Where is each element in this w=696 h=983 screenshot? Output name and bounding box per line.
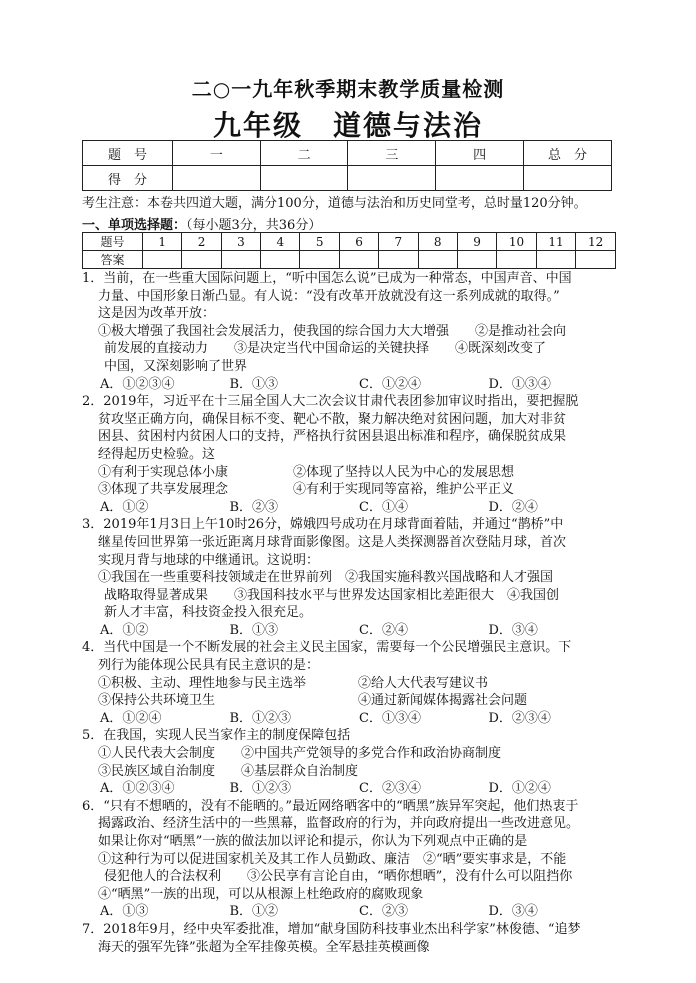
question-item [82,270,618,393]
answer-entry-cell[interactable] [497,251,537,269]
exam-title: 二○一九年秋季期末教学质量检测 [191,77,505,101]
question-item [82,798,618,921]
question-statement-line: ①积极、主动、理性地参与民主选举 ②给人大代表写建议书 [98,675,489,691]
answer-option: C．①④ [359,499,408,515]
answer-option: B．①② [229,904,279,920]
question-stem-line: 经得起历史检验。这 [98,446,216,462]
answer-entry-cell[interactable] [379,251,418,269]
answer-option: B．①②③ [229,710,292,726]
answer-table [82,232,616,269]
answer-row-label: 题号 [83,233,143,251]
answer-entry-cell[interactable] [339,251,378,269]
score-cell: 三 [348,141,436,166]
question-stem-line: 2．2019年，习近平在十三届全国人大二次会议甘肃代表团参加审议时指出，要把握脱 [82,394,579,410]
section-heading [82,214,321,233]
question-statement-line: 前发展的直接动力 ③是决定当代中国命运的关键抉择 ④既深刻改变了 [104,341,547,357]
answer-number-cell: 10 [497,233,537,251]
answer-options [82,622,618,640]
answer-options [82,903,618,921]
answer-option: C．①③④ [359,710,421,726]
answer-option: D．①②④ [488,781,551,797]
question-stem-line: 海天的强军先锋”张超为全军挂像英模。全军悬挂英模画像 [98,939,430,955]
answer-option: B．①③ [229,622,279,638]
answer-number-cell: 8 [418,233,457,251]
score-cell: 题 号 [83,141,173,166]
answer-entry-cell[interactable] [221,251,260,269]
section-title: 一、单项选择题： [82,218,187,233]
answer-number-row [83,233,616,251]
answer-entry-cell[interactable] [300,251,339,269]
answer-number-cell: 2 [182,233,221,251]
answer-option: A．①② [100,622,149,638]
answer-entry-cell[interactable] [457,251,496,269]
section-desc: （每小题3分，共36分） [186,218,322,233]
question-statement-line: ③民族区域自治制度 ④基层群众自治制度 [98,763,359,779]
subject-title: 九年级 道德与法治 [212,109,483,142]
score-entry-cell[interactable] [436,166,524,191]
question-statement-line: ①这种行为可以促进国家机关及其工作人员勤政、廉洁 ②“晒”要实事求是，不能 [98,851,567,867]
question-statement-line: ①人民代表大会制度 ②中国共产党领导的多党合作和政治协商制度 [98,746,502,762]
score-cell: 总 分 [524,141,612,166]
question-statement-line: 战略取得显著成果 ③我国科技水平与世界发达国家相比差距很大 ④我国创 [104,587,560,603]
exam-note: 考生注意：本卷共四道大题，满分100分，道德与法治和历史同堂考，总时量120分钟。 [82,196,587,211]
score-entry-cell[interactable] [524,166,612,191]
question-list [82,270,618,956]
score-cell: 得 分 [83,166,173,191]
answer-option: C．①②④ [359,376,421,392]
score-entry-cell[interactable] [260,166,348,191]
answer-number-cell: 11 [536,233,576,251]
answer-number-cell: 12 [576,233,616,251]
answer-entry-cell[interactable] [418,251,457,269]
answer-option: D．②④ [488,499,538,515]
question-stem-line: 揭露政治、经济生活中的一些黑幕，监督政府的行为，并向政府提出一些改进意见。 [98,816,580,832]
score-cell: 四 [436,141,524,166]
answer-option: B．①②③ [229,781,292,797]
question-item [82,921,618,956]
answer-option: C．②③ [359,904,408,920]
question-stem-line: 7．2018年9月，经中央军委批准，增加“献身国防科技事业杰出科学家”林俊德、“追梦 [82,921,581,937]
answer-option: A．①②③④ [100,376,175,392]
question-item [82,727,618,797]
question-statement-line: ①有利于实现总体小康 ②体现了坚持以人民为中心的发展思想 [98,464,515,480]
score-cell: 二 [260,141,348,166]
question-statement-line: ③保持公共环境卫生 ④通过新闻媒体揭露社会问题 [98,693,528,709]
question-statement-line: 中国，又深刻影响了世界 [104,358,248,374]
question-stem-line: 继星传回世界第一张近距离月球背面影像图。这是人类探测器首次登陆月球，首次 [98,534,567,550]
answer-option: A．①②④ [100,710,162,726]
answer-number-cell: 9 [457,233,496,251]
question-stem-line: 列行为能体现公民具有民主意识的是： [98,658,320,674]
answer-number-cell: 4 [261,233,300,251]
answer-option: A．①②③④ [100,781,175,797]
answer-option: A．①③ [100,904,149,920]
answer-options [82,710,618,728]
question-stem-line: 6．“只有不想晒的，没有不能晒的。”最近网络晒客中的“晒黑”族异军突起，他们热衷于 [82,798,579,814]
answer-option: D．③④ [488,622,538,638]
question-stem-line: 贫攻坚正确方向，确保目标不变、靶心不散，聚力解决绝对贫困问题，加大对非贫 [98,411,567,427]
answer-option: C．②③④ [359,781,421,797]
score-cell: 一 [172,141,260,166]
answer-entry-row [83,251,616,269]
score-table-header-row [83,141,612,166]
question-statement-line: ④“晒黑”一族的出现，可以从根源上杜绝政府的腐败现象 [98,886,424,902]
question-stem-line: 困县、贫困村内贫困人口的支持，严格执行贫困县退出标准和程序，确保脱贫成果 [98,429,567,445]
answer-option: D．①③④ [488,376,551,392]
answer-entry-cell[interactable] [536,251,576,269]
answer-entry-cell[interactable] [182,251,221,269]
question-stem-line: 这是因为改革开放： [98,306,216,322]
answer-number-cell: 7 [379,233,418,251]
score-table-score-row [83,166,612,191]
score-entry-cell[interactable] [172,166,260,191]
answer-row-label: 答案 [83,251,143,269]
question-stem-line: 1．当前，在一些重大国际问题上，“听中国怎么说”已成为一种常态，中国声音、中国 [82,271,572,286]
question-statement-line: ①极大增强了我国社会发展活力，使我国的综合国力大大增强 ②是推动社会向 [98,323,567,339]
question-statement-line: 侵犯他人的合法权利 ③公民享有言论自由，“晒你想晒”，没有什么可以阻挡你 [104,869,573,885]
question-stem-line: 4．当代中国是一个不断发展的社会主义民主国家，需要每一个公民增强民主意识。下 [82,640,572,656]
question-stem-line: 力量、中国形象日渐凸显。有人说：“没有改革开放就没有这一系列成就的取得。” [98,288,560,304]
answer-option: B．②③ [229,499,279,515]
answer-entry-cell[interactable] [261,251,300,269]
answer-option: B．①③ [229,376,279,392]
score-entry-cell[interactable] [348,166,436,191]
score-table [82,140,612,191]
answer-options [82,780,618,798]
answer-number-cell: 3 [221,233,260,251]
question-stem-line: 5．在我国，实现人民当家作主的制度保障包括 [82,728,351,744]
question-stem-line: 实现月背与地球的中继通讯。这说明： [98,552,320,568]
answer-number-cell: 5 [300,233,339,251]
answer-option: D．③④ [488,904,538,920]
question-stem-line: 如果让你对“晒黑”一族的做法加以评论和提示，你认为下列观点中正确的是 [98,834,528,849]
question-item [82,639,618,727]
question-statement-line: ③体现了共享发展理念 ④有利于实现同等富裕，维护公平正义 [98,482,515,498]
question-stem-line: 3．2019年1月3日上午10时26分，嫦娥四号成功在月球背面着陆，并通过“鹊桥”中 [82,517,564,533]
answer-number-cell: 1 [143,233,182,251]
question-item [82,393,618,516]
answer-option: A．①② [100,499,149,515]
answer-options [82,376,618,394]
answer-entry-cell[interactable] [576,251,616,269]
question-statement-line: 新人才丰富，科技资金投入很充足。 [104,605,313,621]
answer-option: D．②③④ [488,710,551,726]
answer-number-cell: 6 [339,233,378,251]
question-item [82,516,618,639]
question-statement-line: ①我国在一些重要科技领域走在世界前列 ②我国实施科教兴国战略和人才强国 [98,570,554,586]
answer-option: C．②④ [359,622,408,638]
answer-entry-cell[interactable] [143,251,182,269]
answer-options [82,499,618,517]
